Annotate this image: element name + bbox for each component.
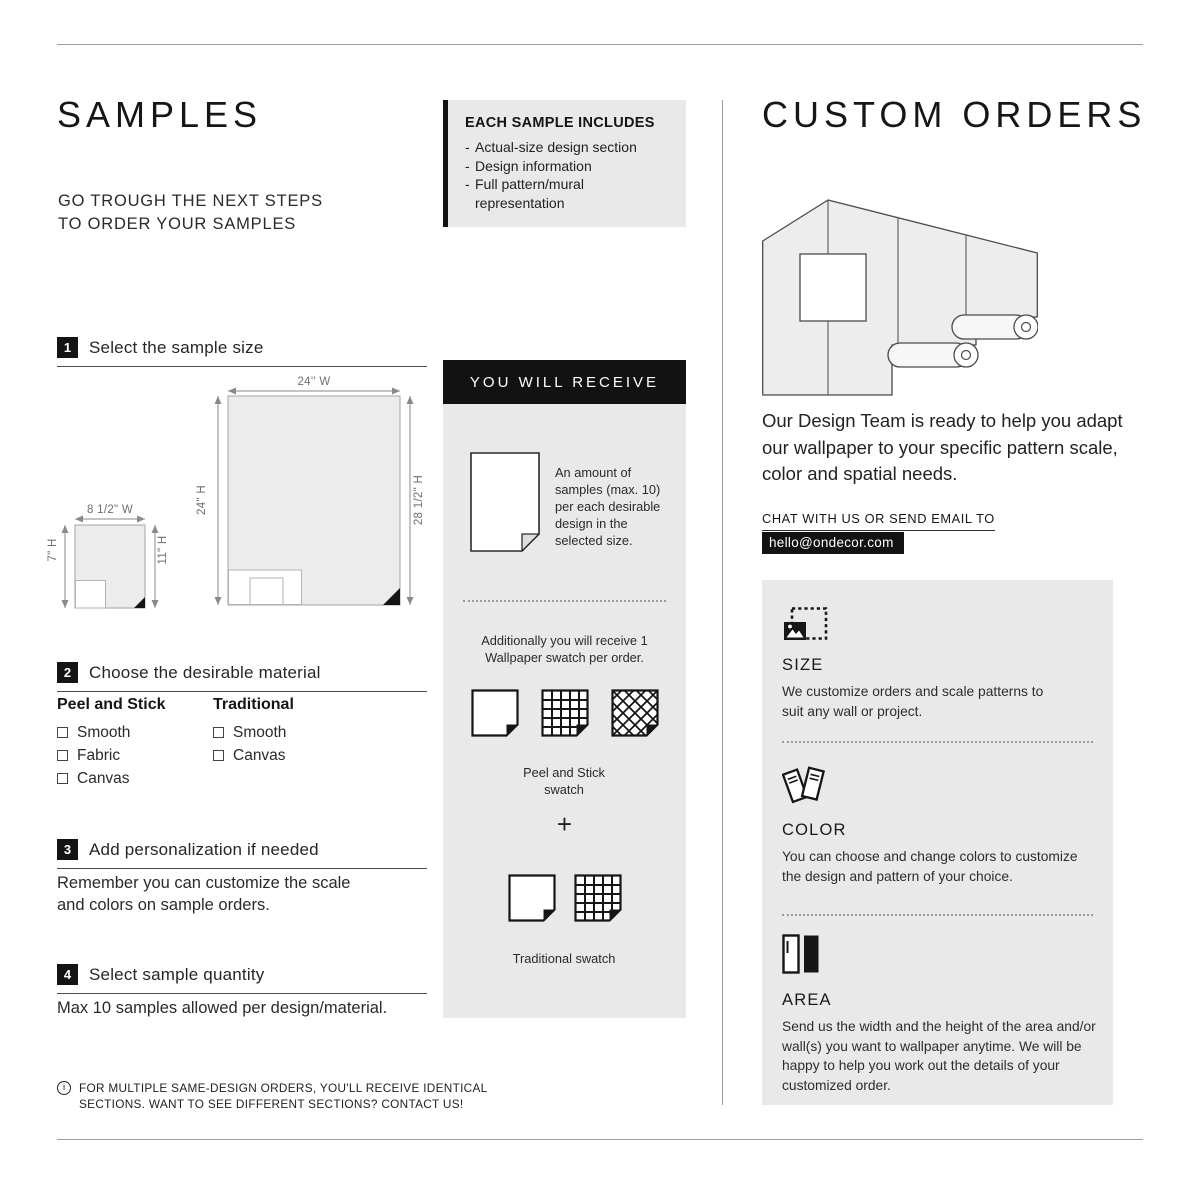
arrow-icon [137, 516, 145, 523]
feature-name: SIZE [782, 656, 824, 674]
step-4-header [57, 964, 427, 994]
dimension-label: 28 1/2" H [413, 474, 425, 526]
samples-title: SAMPLES [57, 94, 263, 135]
feature-text: Send us the width and the height of the area and/or wall(s) you want to wallpaper anytime. We will be happy to help you work out the details of your customized order. [782, 1019, 1096, 1093]
pattern-thumb-area [250, 578, 283, 605]
sample-includes-box [443, 100, 686, 227]
peel-and-stick-options [57, 721, 130, 790]
option-label: Smooth [233, 723, 287, 741]
arrow-icon [407, 597, 414, 605]
design-team-intro: Our Design Team is ready to help you adapt our wallpaper to your specific pattern scale, color and spatial needs. [762, 410, 1123, 484]
material-option[interactable] [213, 721, 286, 744]
includes-item [465, 138, 674, 157]
includes-item-text: Full pattern/mural representation [475, 176, 584, 211]
color-icon [782, 761, 828, 812]
step-label: Select sample quantity [89, 964, 265, 984]
feature-text: We customize orders and scale patterns to suit any wall or project. [782, 684, 1044, 719]
step-3-description: Remember you can customize the scale and colors on sample orders. [57, 874, 351, 914]
step-number-badge: 3 [57, 839, 78, 860]
material-group-title: Traditional [213, 696, 294, 713]
feature-name: AREA [782, 991, 832, 1009]
step-2-header [57, 662, 427, 692]
design-info-area [76, 581, 106, 609]
bullet-dash: - [465, 157, 470, 174]
feature-text: You can choose and change colors to customize the design and pattern of your choice. [782, 849, 1078, 884]
traditional-options [213, 721, 286, 767]
wallpaper-roll [888, 343, 978, 367]
custom-orders-title: CUSTOM ORDERS [762, 94, 1147, 135]
intro-line: TO ORDER YOUR SAMPLES [58, 215, 297, 233]
arrow-icon [407, 396, 414, 404]
step-label: Select the sample size [89, 337, 264, 357]
dimension-label: 8 1/2" W [86, 504, 134, 516]
email-link[interactable]: hello@ondecor.com [762, 532, 904, 554]
material-option[interactable] [57, 767, 130, 790]
option-label: Canvas [233, 746, 286, 764]
option-label: Canvas [77, 769, 130, 787]
material-checkbox[interactable] [213, 750, 224, 761]
wall-illustration [762, 197, 1038, 398]
arrow-icon [75, 516, 83, 523]
top-divider [57, 44, 1143, 45]
material-option[interactable] [57, 744, 130, 767]
dimension-label: 24" H [196, 485, 208, 515]
traditional-swatch-row [443, 874, 686, 922]
includes-item [465, 175, 674, 212]
additional-swatch-text: Additionally you will receive 1 Wallpaper swatch per order. [481, 633, 648, 665]
arrow-icon [215, 597, 222, 605]
plus-icon: + [556, 809, 573, 839]
wallpaper-roll [952, 315, 1038, 339]
step-number-badge: 1 [57, 337, 78, 358]
footnote [57, 1080, 524, 1112]
dimension-label: 7" H [47, 538, 59, 562]
size-icon [782, 607, 828, 650]
peel-swatch-row [443, 689, 686, 737]
bottom-divider [57, 1139, 1143, 1140]
step-label: Add personalization if needed [89, 839, 319, 859]
material-option[interactable] [213, 744, 286, 767]
option-label: Fabric [77, 746, 121, 764]
peel-swatch-label: Peel and Stick swatch [523, 765, 605, 797]
intro-line: GO TROUGH THE NEXT STEPS [58, 192, 323, 210]
material-group-title: Peel and Stick [57, 696, 166, 713]
samples-amount-text: An amount of samples (max. 10) per each desirable design in the selected size. [555, 465, 661, 548]
includes-item [465, 157, 674, 176]
crosshatch-swatch-icon [611, 689, 659, 737]
footnote-text: FOR MULTIPLE SAME-DESIGN ORDERS, YOU'LL RECEIVE IDENTICAL SECTIONS. WANT TO SEE DIFFERENT SECTIONS? CONTACT US! [79, 1081, 488, 1111]
window [800, 254, 866, 321]
includes-item-text: Actual-size design section [475, 139, 637, 155]
feature-name: COLOR [782, 821, 847, 839]
dotted-divider [463, 600, 666, 602]
arrow-icon [62, 600, 69, 608]
grid-swatch-icon [574, 874, 622, 922]
dotted-divider [782, 914, 1093, 916]
arrow-icon [62, 525, 69, 533]
material-checkbox[interactable] [57, 750, 68, 761]
arrow-icon [152, 600, 159, 608]
bullet-dash: - [465, 176, 470, 192]
traditional-swatch-label: Traditional swatch [512, 951, 616, 966]
option-label: Smooth [77, 723, 131, 741]
material-checkbox[interactable] [57, 773, 68, 784]
plain-swatch-icon [508, 874, 556, 922]
samples-intro [58, 190, 323, 236]
info-icon: i [57, 1081, 71, 1095]
dimension-label: 11" H [157, 535, 169, 565]
you-will-receive-panel [443, 404, 686, 1018]
step-number-badge: 4 [57, 964, 78, 985]
sample-size-diagram [47, 374, 430, 620]
area-icon [782, 934, 820, 979]
step-label: Choose the desirable material [89, 662, 321, 682]
step-1-header [57, 337, 427, 367]
grid-swatch-icon [541, 689, 589, 737]
material-option[interactable] [57, 721, 130, 744]
step-3-header [57, 839, 427, 869]
step-number-badge: 2 [57, 662, 78, 683]
material-checkbox[interactable] [57, 727, 68, 738]
contact-label: CHAT WITH US OR SEND EMAIL TO [762, 511, 995, 531]
plain-swatch-icon [471, 689, 519, 737]
dotted-divider [782, 741, 1093, 743]
arrow-icon [228, 388, 236, 395]
sample-sheet-icon [470, 452, 540, 552]
dimension-label: 24'' W [297, 376, 331, 388]
custom-features-panel [762, 580, 1113, 1105]
arrow-icon [392, 388, 400, 395]
arrow-icon [152, 525, 159, 533]
arrow-icon [215, 396, 222, 404]
includes-title: EACH SAMPLE INCLUDES [465, 115, 655, 131]
step-4-description: Max 10 samples allowed per design/material. [57, 999, 388, 1017]
material-checkbox[interactable] [213, 727, 224, 738]
includes-item-text: Design information [475, 157, 592, 174]
column-divider [722, 100, 723, 1105]
you-will-receive-header: YOU WILL RECEIVE [443, 360, 686, 404]
bullet-dash: - [465, 139, 470, 155]
